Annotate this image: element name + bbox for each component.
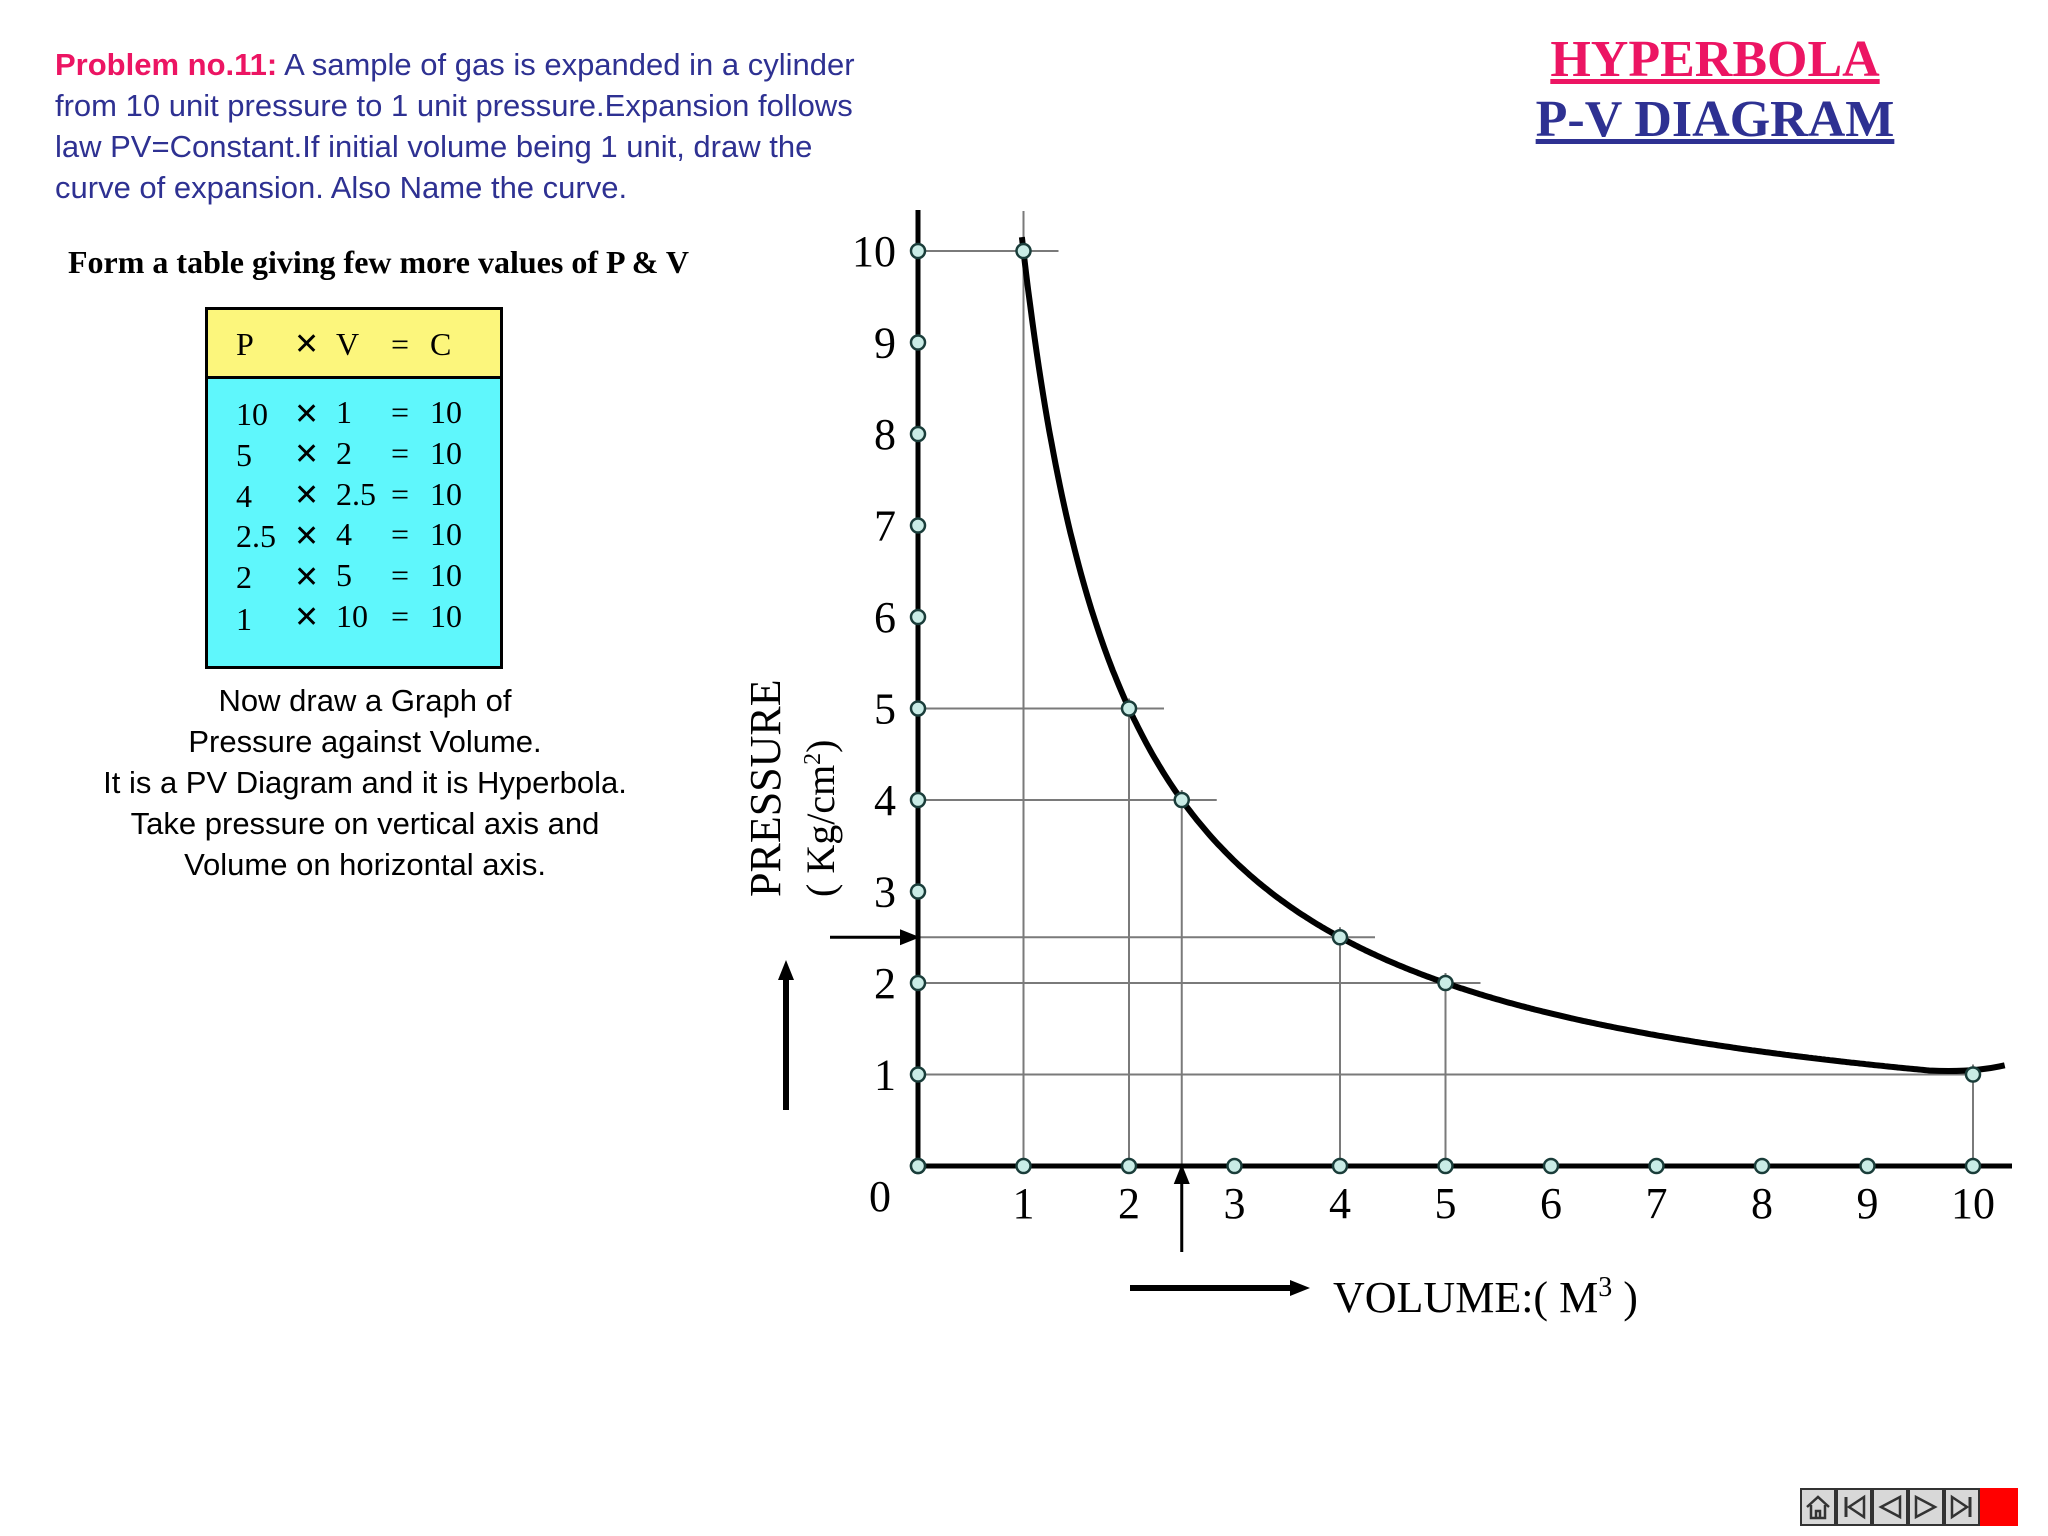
- row-times: ✕: [294, 437, 320, 472]
- slide-navigation: [1800, 1488, 2018, 1528]
- row-equals: =: [391, 516, 410, 552]
- x-tick-label: 2: [1118, 1179, 1140, 1228]
- row-p: 1: [236, 601, 252, 637]
- row-v: 2: [336, 435, 352, 471]
- y-tick-label: 7: [874, 501, 896, 551]
- y-axis-tick-point: [911, 793, 925, 807]
- y-tick-label: 10: [852, 227, 896, 276]
- data-point: [1175, 793, 1189, 807]
- y-tick-label: 2: [874, 959, 896, 1008]
- header-c: C: [430, 326, 452, 362]
- row-equals: =: [391, 394, 410, 430]
- x-axis-tick-point: [1544, 1159, 1558, 1173]
- x-tick-label: 1: [1012, 1179, 1035, 1228]
- row-v: 4: [336, 516, 352, 552]
- row-c: 10: [430, 557, 462, 593]
- x-axis-tick-point: [1122, 1159, 1136, 1173]
- row-c: 10: [430, 476, 462, 512]
- y-axis-label: PRESSURE: [741, 679, 790, 897]
- row-c: 10: [430, 598, 462, 634]
- row-equals: =: [391, 476, 410, 512]
- y-axis-tick-point: [911, 976, 925, 990]
- hyperbola-curve: [1022, 237, 2005, 1071]
- data-point: [1966, 1068, 1980, 1082]
- volume-arrow-head: [1290, 1280, 1310, 1296]
- row-v: 2.5: [336, 476, 376, 512]
- y-axis-tick-point: [911, 702, 925, 716]
- x-tick-label: 9: [1856, 1179, 1879, 1228]
- y-axis-tick-point: [911, 427, 925, 441]
- row-equals: =: [391, 435, 410, 471]
- problem-label: Problem no.11:: [55, 47, 278, 82]
- x-axis-tick-point: [1861, 1159, 1875, 1173]
- x-axis-tick-point: [1439, 1159, 1453, 1173]
- y-axis-tick-point: [911, 885, 925, 899]
- header-times: ✕: [294, 327, 320, 362]
- row-c: 10: [430, 435, 462, 471]
- header-v: V: [336, 326, 360, 362]
- row-p: 4: [236, 478, 252, 514]
- axis-arrows: [778, 929, 1310, 1296]
- instruction-line: Now draw a Graph of: [218, 683, 512, 718]
- problem-text-2: from 10 unit pressure to 1 unit pressure.Expansion follows: [55, 88, 853, 123]
- x-tick-label: 5: [1434, 1179, 1457, 1228]
- previous-icon[interactable]: [1872, 1488, 1908, 1526]
- y-axis-tick-point: [911, 610, 925, 624]
- problem-text-1: A sample of gas is expanded in a cylinder: [284, 47, 855, 82]
- instruction-line: Volume on horizontal axis.: [184, 847, 546, 882]
- y-tick-label: 8: [874, 410, 896, 459]
- first-page-icon[interactable]: [1836, 1488, 1872, 1526]
- y-tick-label: 9: [874, 318, 896, 368]
- row-p: 2.5: [236, 518, 276, 554]
- x-axis-tick-point: [1755, 1159, 1769, 1173]
- x-tick-label: 10: [1951, 1179, 1995, 1228]
- hyperbola-curve-group: [1022, 237, 2005, 1071]
- problem-text-3: law PV=Constant.If initial volume being 1 unit, draw the: [55, 129, 813, 164]
- row-equals: =: [391, 598, 410, 634]
- row-p: 2: [236, 559, 252, 595]
- x-tick-label: 4: [1329, 1179, 1351, 1228]
- x-axis-tick-point: [1017, 1159, 1031, 1173]
- y-tick-label: 1: [874, 1050, 896, 1100]
- row-equals: =: [391, 557, 410, 593]
- instruction-line: It is a PV Diagram and it is Hyperbola.: [103, 765, 627, 800]
- x-axis-tick-point: [1333, 1159, 1347, 1173]
- x-axis-label: VOLUME:( $M^3$ ): [1333, 1272, 1638, 1322]
- x-axis-tick-point: [1966, 1159, 1980, 1173]
- y-axis-tick-point: [911, 519, 925, 533]
- origin-label: 0: [869, 1172, 891, 1221]
- data-point: [1333, 930, 1347, 944]
- pressure-arrow-head: [778, 960, 794, 980]
- x-axis-tick-point: [1228, 1159, 1242, 1173]
- row-p: 5: [236, 437, 252, 473]
- data-point: [1122, 702, 1136, 716]
- stop-icon[interactable]: [1980, 1488, 2018, 1526]
- y-tick-label: 6: [874, 593, 896, 642]
- next-icon[interactable]: [1908, 1488, 1944, 1526]
- row-v: 5: [336, 557, 352, 593]
- row-v: 10: [336, 598, 368, 634]
- row-times: ✕: [294, 478, 320, 513]
- row-c: 10: [430, 394, 462, 430]
- instruction-line: Take pressure on vertical axis and: [130, 806, 600, 841]
- x-tick-label: 7: [1645, 1179, 1668, 1228]
- data-point: [1017, 244, 1031, 258]
- y-axis-tick-point: [911, 1068, 925, 1082]
- title-pv-diagram: P-V DIAGRAM: [1535, 91, 1895, 148]
- y-axis-tick-point: [911, 244, 925, 258]
- row-times: ✕: [294, 560, 320, 595]
- row-times: ✕: [294, 600, 320, 635]
- row-times: ✕: [294, 397, 320, 432]
- chart-axes: [913, 210, 2012, 1166]
- header-equals: =: [391, 326, 410, 362]
- x-axis-tick-point: [911, 1159, 925, 1173]
- y-axis-tick-point: [911, 336, 925, 350]
- problem-text-4: curve of expansion. Also Name the curve.: [55, 170, 628, 205]
- header-p: P: [236, 326, 254, 362]
- instruction-line: Pressure against Volume.: [188, 724, 542, 759]
- y-axis-unit: ( $Kg/cm^2$): [798, 739, 843, 897]
- title-hyperbola: HYPERBOLA: [1550, 31, 1880, 88]
- row-c: 10: [430, 516, 462, 552]
- y-tick-label: 3: [874, 867, 896, 917]
- y-tick-label: 5: [874, 684, 896, 734]
- row-p: 10: [236, 396, 268, 432]
- y-tick-label: 4: [874, 776, 896, 825]
- row-times: ✕: [294, 519, 320, 554]
- last-page-icon[interactable]: [1944, 1488, 1980, 1526]
- row-v: 1: [336, 394, 352, 430]
- home-icon[interactable]: [1800, 1488, 1836, 1526]
- x-tick-label: 8: [1751, 1179, 1773, 1228]
- guide-lines: [918, 211, 1973, 1166]
- x-axis-tick-point: [1650, 1159, 1664, 1173]
- x-tick-label: 6: [1540, 1179, 1562, 1228]
- x-tick-label: 3: [1223, 1179, 1246, 1228]
- table-instruction: Form a table giving few more values of P & V: [68, 244, 689, 280]
- data-point: [1439, 976, 1453, 990]
